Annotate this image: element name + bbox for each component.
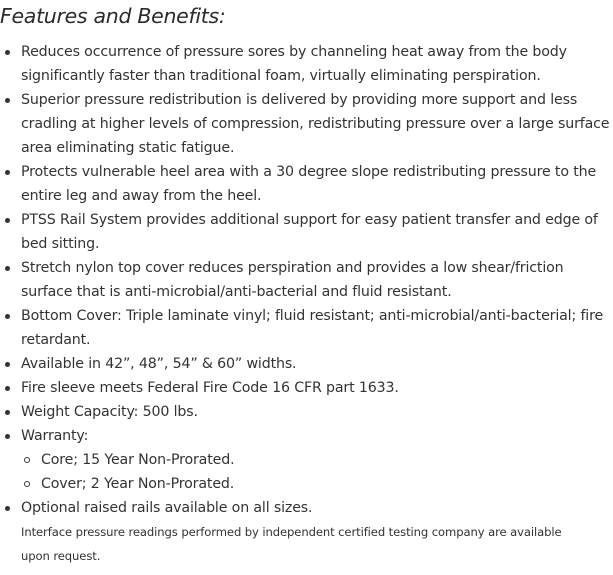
circle-bullet-icon <box>24 457 30 463</box>
feature-item-bottom-cover <box>0 304 613 352</box>
footnote: Interface pressure readings performed by independent certified testing company are available upon request. <box>21 525 562 563</box>
bullet-icon <box>5 170 10 175</box>
feature-text: Protects vulnerable heel area with a 30 degree slope redistributing pressure to the entire leg and away from the heel. <box>21 164 597 204</box>
feature-text: Reduces occurrence of pressure sores by channeling heat away from the body significantly faster than traditional foam, virtually eliminating perspiration. <box>21 44 567 84</box>
feature-text: Stretch nylon top cover reduces perspiration and provides a low shear/friction surface that is anti-microbial/anti-bacterial and fluid resistant. <box>21 260 564 300</box>
warranty-item-cover <box>21 472 613 496</box>
bullet-icon <box>5 410 10 415</box>
bullet-icon <box>5 98 10 103</box>
feature-item-pressure <box>0 88 613 160</box>
bullet-icon <box>5 218 10 223</box>
feature-text: Optional raised rails available on all sizes. <box>21 500 313 516</box>
feature-item-rail-system <box>0 208 613 256</box>
warranty-item-core <box>21 448 613 472</box>
bullet-icon <box>5 506 10 511</box>
feature-item-warranty <box>0 424 613 496</box>
feature-text: Available in 42”, 48”, 54” & 60” widths. <box>21 356 297 372</box>
warranty-text: Core; 15 Year Non-Prorated. <box>41 452 235 468</box>
features-list <box>0 40 613 568</box>
bullet-icon <box>5 314 10 319</box>
bullet-icon <box>5 386 10 391</box>
section-heading: Features and Benefits: <box>0 4 226 28</box>
feature-text: Weight Capacity: 500 lbs. <box>21 404 198 420</box>
bullet-icon <box>5 362 10 367</box>
feature-text: PTSS Rail System provides additional support for easy patient transfer and edge of bed sitting. <box>21 212 598 252</box>
feature-item-heel <box>0 160 613 208</box>
feature-item-heat <box>0 40 613 88</box>
feature-item-top-cover <box>0 256 613 304</box>
feature-text: Superior pressure redistribution is delivered by providing more support and less cradling at higher levels of compression, redistributing pressure over a large surface area eliminating static fatigue. <box>21 92 610 156</box>
circle-bullet-icon <box>24 481 30 487</box>
feature-text: Warranty: <box>21 428 89 444</box>
bullet-icon <box>5 434 10 439</box>
feature-item-rails <box>0 496 613 568</box>
feature-item-weight <box>0 400 613 424</box>
warranty-sublist <box>21 448 613 496</box>
bullet-icon <box>5 50 10 55</box>
feature-item-fire-sleeve <box>0 376 613 400</box>
feature-item-widths <box>0 352 613 376</box>
bullet-icon <box>5 266 10 271</box>
feature-text: Bottom Cover: Triple laminate vinyl; fluid resistant; anti-microbial/anti-bacterial; fire retardant. <box>21 308 604 348</box>
warranty-text: Cover; 2 Year Non-Prorated. <box>41 476 235 492</box>
feature-text: Fire sleeve meets Federal Fire Code 16 CFR part 1633. <box>21 380 399 396</box>
